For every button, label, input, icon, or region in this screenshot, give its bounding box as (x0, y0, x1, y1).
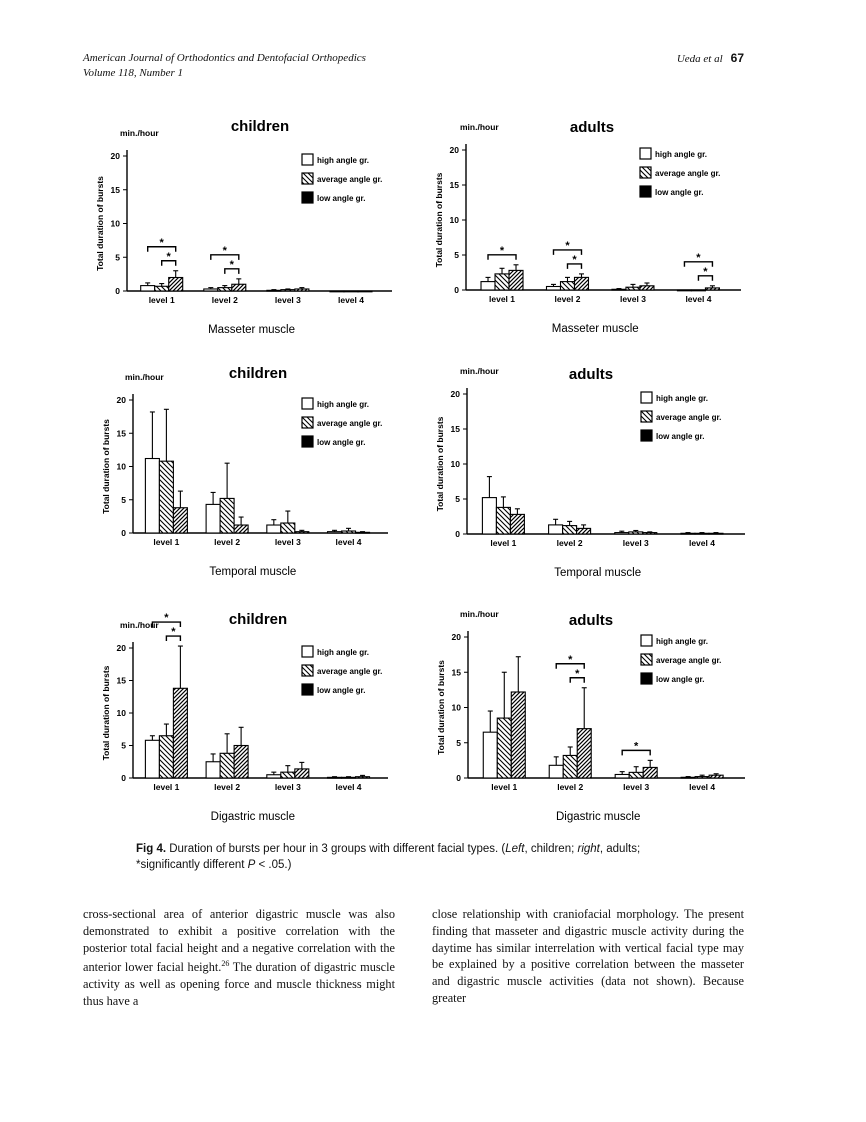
bar-average (218, 288, 232, 291)
caption-label: Fig 4. (136, 843, 167, 855)
bar-low (358, 291, 372, 292)
bar-average (695, 777, 709, 778)
x-tick-label: level 4 (685, 294, 712, 304)
bar-high (145, 740, 159, 778)
bar-low (173, 688, 187, 778)
y-tick-label: 5 (121, 740, 126, 751)
x-axis-label: Masseter muscle (208, 324, 296, 336)
caption-left: Left (505, 843, 525, 855)
significance-star: * (159, 236, 164, 249)
bar-high (615, 774, 629, 778)
chart-title: children (228, 365, 288, 382)
x-tick-label: level 2 (214, 782, 241, 792)
bar-low (173, 508, 187, 533)
body-right-text: close relationship with craniofacial morphology. The present finding that masseter and digastric muscle activity during the daytime has similar interrelation with vertical facial type may be explained by a positive correlation between the masseter and digastric muscle activities (data not shown). Because greater (432, 907, 744, 1005)
bar-average (281, 523, 295, 533)
legend-label-average: average angle gr. (317, 419, 383, 428)
bar-low (577, 528, 591, 534)
y-unit-label: min./hour (125, 372, 164, 382)
y-tick-label: 20 (116, 643, 126, 653)
significance-star: * (499, 244, 505, 257)
legend-label-average: average angle gr. (655, 169, 721, 178)
legend-swatch-high (641, 635, 652, 646)
y-axis-label: Total duration of bursts (436, 660, 446, 755)
legend-label-average: average angle gr. (317, 175, 383, 184)
bar-average (342, 531, 356, 533)
author-line: Ueda et al (676, 53, 723, 65)
significance-star: * (171, 626, 176, 639)
bar-high (612, 289, 626, 290)
y-axis-label: Total duration of bursts (101, 419, 111, 514)
y-tick-label: 10 (110, 218, 120, 229)
y-tick-label: 15 (450, 424, 460, 434)
bar-low (295, 532, 309, 533)
legend-swatch-low (641, 430, 652, 441)
bar-low (511, 692, 525, 778)
legend-swatch-high (302, 398, 313, 409)
bar-high (206, 762, 220, 778)
bar-average (344, 291, 358, 292)
x-tick-label: level 1 (489, 294, 516, 304)
legend-label-low: low angle gr. (656, 432, 705, 441)
y-tick-label: 15 (116, 675, 126, 686)
x-tick-label: level 3 (274, 782, 301, 792)
y-tick-label: 15 (110, 184, 120, 195)
x-axis-label: Digastric muscle (556, 811, 641, 823)
bar-low (234, 746, 248, 779)
chart-title: children (228, 611, 288, 628)
bar-low (640, 286, 654, 290)
x-tick-label: level 4 (335, 782, 362, 792)
bar-high (328, 532, 342, 533)
y-tick-label: 20 (110, 151, 120, 161)
legend-label-low: low angle gr. (317, 438, 366, 447)
x-tick-label: level 4 (688, 538, 715, 548)
legend-label-average: average angle gr. (317, 667, 383, 676)
caption-text-2: , children; (524, 843, 578, 855)
significance-star: * (164, 612, 169, 625)
x-axis-label: Digastric muscle (210, 811, 296, 823)
x-tick-label: level 4 (337, 295, 364, 305)
chart-title: adults (569, 119, 615, 136)
bar-low (705, 288, 719, 290)
y-axis-label: Total duration of bursts (435, 416, 445, 512)
caption-p: P (247, 859, 256, 871)
journal-title: American Journal of Orthodontics and Dentofacial Orthopedics (83, 52, 366, 64)
significance-star: * (166, 250, 171, 263)
bar-high (483, 732, 497, 778)
y-tick-label: 0 (454, 285, 459, 295)
y-tick-label: 5 (121, 494, 126, 505)
caption-right: right (577, 843, 600, 855)
y-tick-label: 10 (116, 708, 126, 718)
bar-high (681, 533, 695, 534)
bar-average (220, 498, 234, 533)
bar-high (615, 533, 629, 534)
y-unit-label: min./hour (460, 366, 499, 376)
legend-label-low: low angle gr. (317, 686, 366, 695)
bar-average (155, 286, 169, 291)
chart-title: children (230, 118, 290, 135)
bar-low (643, 767, 657, 778)
y-tick-label: 5 (454, 250, 459, 260)
legend-swatch-average (640, 167, 651, 178)
significance-star: * (572, 253, 577, 266)
x-tick-label: level 1 (153, 537, 180, 547)
legend-swatch-average (302, 417, 313, 428)
y-tick-label: 10 (449, 215, 459, 225)
caption-text-5: < .05.) (255, 859, 292, 871)
x-tick-label: level 2 (554, 294, 581, 304)
reference-26: 26 (221, 959, 230, 969)
x-tick-label: level 1 (153, 782, 180, 792)
legend-swatch-high (641, 392, 652, 403)
y-unit-label: min./hour (120, 128, 159, 138)
legend-label-high: high angle gr. (317, 156, 370, 165)
legend-label-high: high angle gr. (317, 648, 370, 657)
legend-swatch-low (641, 673, 652, 684)
bar-high (549, 765, 563, 778)
caption-text-1: Duration of bursts per hour in 3 groups with different facial types. ( (166, 843, 506, 855)
bar-average (281, 290, 295, 291)
x-tick-label: level 2 (556, 538, 583, 548)
body-left-text-2: The duration of digastric muscle activity as well as opening force and muscle thickness might thus have a (83, 960, 395, 1009)
bar-low (232, 284, 246, 291)
legend-swatch-low (302, 436, 313, 447)
journal-volume: Volume 118, Number 1 (83, 67, 184, 79)
y-tick-label: 0 (121, 528, 126, 538)
bar-average (220, 753, 234, 778)
bar-high (677, 290, 691, 291)
bar-low (709, 775, 723, 778)
legend-swatch-high (640, 148, 651, 159)
caption-text-3: , adults; (599, 843, 641, 855)
y-tick-label: 20 (116, 395, 126, 405)
y-tick-label: 10 (116, 461, 126, 472)
legend-swatch-low (302, 684, 313, 695)
bar-high (145, 459, 159, 533)
bar-low (509, 270, 523, 290)
y-tick-label: 15 (449, 180, 459, 190)
bar-high (546, 287, 560, 291)
x-tick-label: level 3 (274, 295, 301, 305)
bar-average (281, 772, 295, 778)
y-tick-label: 20 (451, 632, 461, 642)
figure-caption (136, 841, 736, 873)
y-tick-label: 0 (455, 529, 460, 539)
chart-temporal-children (101, 365, 388, 578)
y-tick-label: 0 (115, 286, 120, 296)
y-tick-label: 15 (116, 428, 126, 439)
y-axis-label: Total duration of bursts (101, 665, 111, 761)
y-tick-label: 5 (115, 252, 120, 263)
legend-label-low: low angle gr. (655, 188, 704, 197)
chart-digastric-adults (436, 609, 745, 823)
bar-high (330, 291, 344, 292)
x-tick-label: level 3 (619, 294, 646, 304)
x-tick-label: level 2 (214, 537, 241, 547)
body-column-right (432, 906, 744, 1007)
bar-high (549, 525, 563, 534)
y-tick-label: 5 (456, 737, 461, 748)
x-tick-label: level 2 (211, 295, 238, 305)
x-tick-label: level 4 (335, 537, 362, 547)
body-left-text: cross-sectional area of anterior digastric muscle was also demonstrated to exhibit a positive correlation with the posterior total facial height and a negative correlation with the anterior lower facial height. (83, 907, 395, 975)
bar-high (482, 498, 496, 534)
bar-average (695, 533, 709, 534)
bar-high (204, 289, 218, 291)
y-tick-label: 10 (451, 702, 461, 713)
bar-high (206, 504, 220, 533)
y-unit-label: min./hour (120, 620, 159, 630)
y-tick-label: 20 (450, 389, 460, 399)
legend-label-high: high angle gr. (655, 150, 708, 159)
bar-low (295, 769, 309, 778)
chart-temporal-adults (435, 366, 745, 579)
chart-masseter-children (95, 118, 392, 336)
x-axis-label: Masseter muscle (551, 323, 639, 335)
bar-average (560, 282, 574, 290)
bar-low (574, 277, 588, 290)
legend-label-average: average angle gr. (656, 413, 722, 422)
significance-star: * (696, 251, 701, 264)
significance-star: * (634, 740, 639, 753)
y-tick-label: 10 (450, 459, 460, 469)
bar-low (295, 289, 309, 291)
legend-swatch-average (641, 654, 652, 665)
y-unit-label: min./hour (460, 122, 499, 132)
bar-average (691, 290, 705, 291)
bar-low (709, 533, 723, 534)
bar-average (342, 777, 356, 778)
x-tick-label: level 1 (490, 538, 517, 548)
bar-average (159, 736, 173, 778)
legend-label-high: high angle gr. (656, 637, 709, 646)
y-tick-label: 20 (449, 145, 459, 155)
bar-high (267, 290, 281, 291)
bar-average (563, 755, 577, 778)
y-tick-label: 15 (451, 667, 461, 678)
legend-swatch-average (302, 173, 313, 184)
y-axis-label: Total duration of bursts (434, 172, 444, 268)
y-unit-label: min./hour (460, 609, 499, 619)
bar-low (169, 278, 183, 292)
legend-swatch-low (640, 186, 651, 197)
bar-average (629, 532, 643, 534)
bar-average (496, 507, 510, 534)
y-tick-label: 5 (455, 494, 460, 504)
significance-star: * (568, 653, 573, 666)
bar-high (141, 286, 155, 291)
bar-low (234, 525, 248, 533)
legend-label-high: high angle gr. (317, 400, 370, 409)
significance-star: * (222, 244, 227, 257)
page-number: 67 (730, 51, 744, 65)
body-column-left (83, 906, 395, 1010)
legend-swatch-high (302, 646, 313, 657)
chart-digastric-children (101, 611, 388, 823)
chart-masseter-adults (434, 119, 741, 335)
y-tick-label: 0 (121, 773, 126, 783)
bar-average (159, 461, 173, 533)
y-tick-label: 0 (456, 773, 461, 783)
x-tick-label: level 1 (491, 782, 518, 792)
significance-star: * (703, 265, 708, 278)
legend-label-average: average angle gr. (656, 656, 722, 665)
bar-low (643, 533, 657, 534)
legend-swatch-average (302, 665, 313, 676)
bar-high (267, 525, 281, 533)
legend-label-low: low angle gr. (656, 675, 705, 684)
x-tick-label: level 3 (274, 537, 301, 547)
x-tick-label: level 4 (689, 782, 716, 792)
bar-high (481, 282, 495, 290)
bar-high (267, 775, 281, 778)
x-tick-label: level 3 (623, 782, 650, 792)
legend-label-high: high angle gr. (656, 394, 709, 403)
significance-star: * (229, 258, 234, 271)
bar-low (356, 777, 370, 778)
bar-average (629, 772, 643, 778)
bar-low (356, 532, 370, 533)
significance-star: * (565, 239, 570, 252)
bar-average (497, 718, 511, 778)
bar-average (626, 287, 640, 290)
bar-high (328, 777, 342, 778)
bar-low (577, 729, 591, 778)
x-tick-label: level 3 (622, 538, 649, 548)
x-tick-label: level 2 (557, 782, 584, 792)
bar-high (681, 777, 695, 778)
chart-title: adults (568, 612, 614, 629)
bar-average (495, 274, 509, 290)
significance-star: * (575, 667, 580, 680)
bar-low (510, 514, 524, 534)
caption-text-4: *significantly different (136, 859, 248, 871)
x-axis-label: Temporal muscle (209, 566, 297, 578)
y-axis-label: Total duration of bursts (95, 176, 105, 271)
legend-swatch-low (302, 192, 313, 203)
bar-average (563, 526, 577, 534)
legend-swatch-average (641, 411, 652, 422)
legend-swatch-high (302, 154, 313, 165)
x-axis-label: Temporal muscle (554, 567, 642, 579)
chart-title: adults (568, 366, 614, 383)
legend-label-low: low angle gr. (317, 194, 366, 203)
x-tick-label: level 1 (148, 295, 175, 305)
